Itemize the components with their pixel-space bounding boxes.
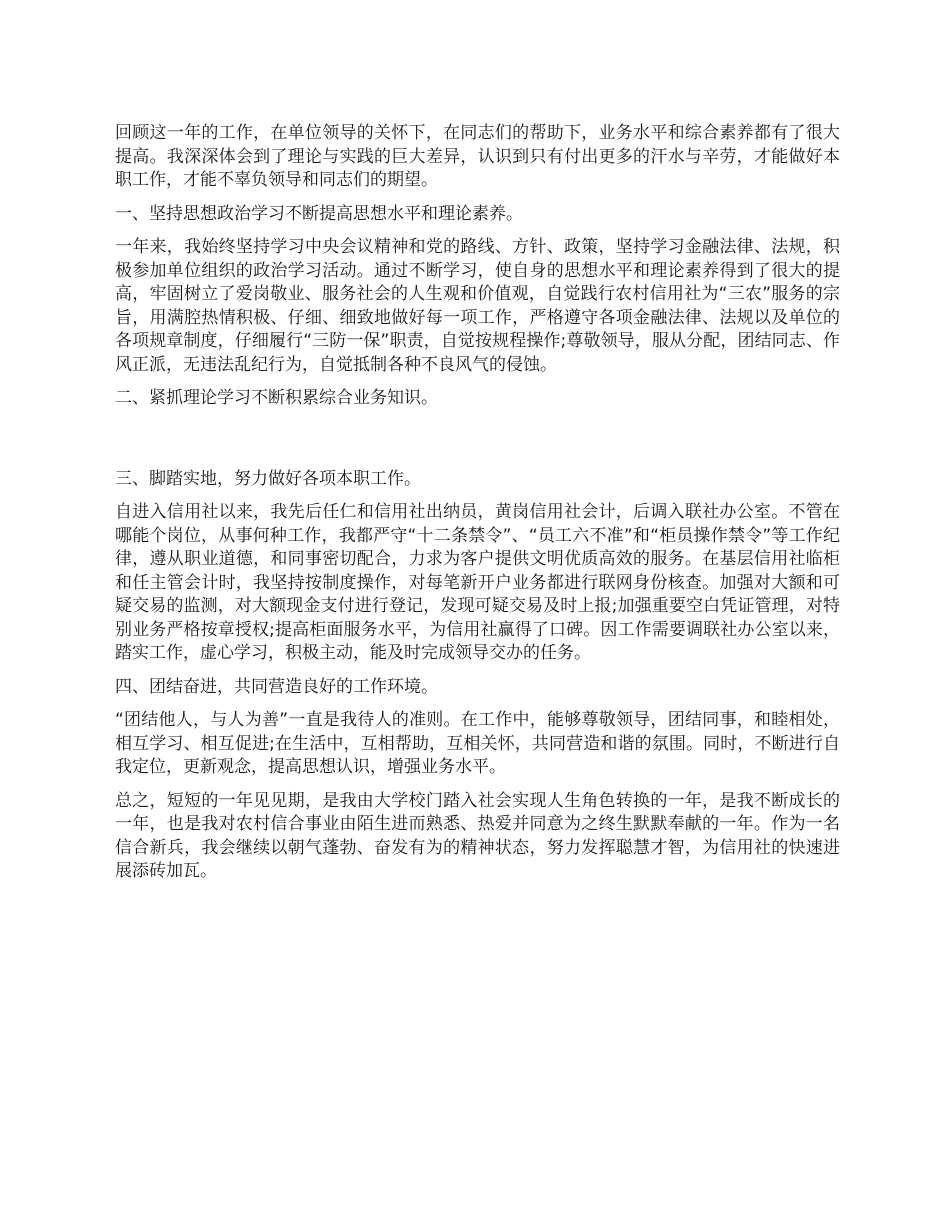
section-1-heading: 一、坚持思想政治学习不断提高思想水平和理论素养。: [115, 203, 523, 224]
section-2-heading: 二、紧抓理论学习不断积累综合业务知识。: [115, 388, 438, 408]
section-4-body: “团结他人，与人为善”一直是我待人的准则。在工作中，能够尊敬领导，团结同事，和睦相处，相互学习、相互促进;在生活中，互相帮助，互相关怀，共同营造和谐的氛围。同时，不断进行自我定位，更新观念，提高思想认识，增强业务水平。: [115, 710, 840, 777]
document-page: [115, 122, 840, 894]
section-3-heading: 三、脚踏实地，努力做好各项本职工作。: [115, 468, 421, 489]
section-1-body: 一年来，我始终坚持学习中央会议精神和党的路线、方针、政策，坚持学习金融法律、法规，积极参加单位组织的政治学习活动。通过不断学习，使自身的思想水平和理论素养得到了很大的提高，牢固树立了爱岗敬业、服务社会的人生观和价值观，自觉践行农村信用社为“三农”服务的宗旨，用满腔热情积极、仔细、细致地做好每一项工作，严格遵守各项金融法律、法规以及单位的各项规章制度，仔细履行“三防一保”职责，自觉按规程操作;尊敬领导，服从分配，团结同志、作风正派，无违法乱纪行为，自觉抵制各种不良风气的侵蚀。: [115, 237, 840, 375]
section-4-heading: 四、团结奋进，共同营造良好的工作环境。: [115, 676, 438, 697]
intro-paragraph: 回顾这一年的工作，在单位领导的关怀下，在同志们的帮助下，业务水平和综合素养都有了很大提高。我深深体会到了理论与实践的巨大差异，认识到只有付出更多的汗水与辛劳，才能做好本职工作，才能不辜负领导和同志们的期望。: [115, 123, 840, 190]
conclusion-paragraph: 总之，短短的一年见见期，是我由大学校门踏入社会实现人生角色转换的一年，是我不断成长的一年，也是我对农村信合事业由陌生进而熟悉、热爱并同意为之终生默默奉献的一年。作为一名信合新兵，我会继续以朝气蓬勃、奋发有为的精神状态，努力发挥聪慧才智，为信用社的快速进展添砖加瓦。: [115, 790, 840, 881]
section-3-body: 自进入信用社以来，我先后任仁和信用社出纳员，黄岗信用社会计，后调入联社办公室。不管在哪能个岗位，从事何种工作，我都严守“十二条禁令”、“员工六不准”和“柜员操作禁令”等工作纪律，遵从职业道德，和同事密切配合，力求为客户提供文明优质高效的服务。在基层信用社临柜和任主管会计时，我坚持按制度操作，对每笔新开户业务都进行联网身份核查。加强对大额和可疑交易的监测，对大额现金支付进行登记，发现可疑交易及时上报;加强重要空白凭证管理，对特别业务严格按章授权;提高柜面服务水平，为信用社赢得了口碑。因工作需要调联社办公室以来，踏实工作，虚心学习，积极主动，能及时完成领导交办的任务。: [115, 502, 840, 663]
